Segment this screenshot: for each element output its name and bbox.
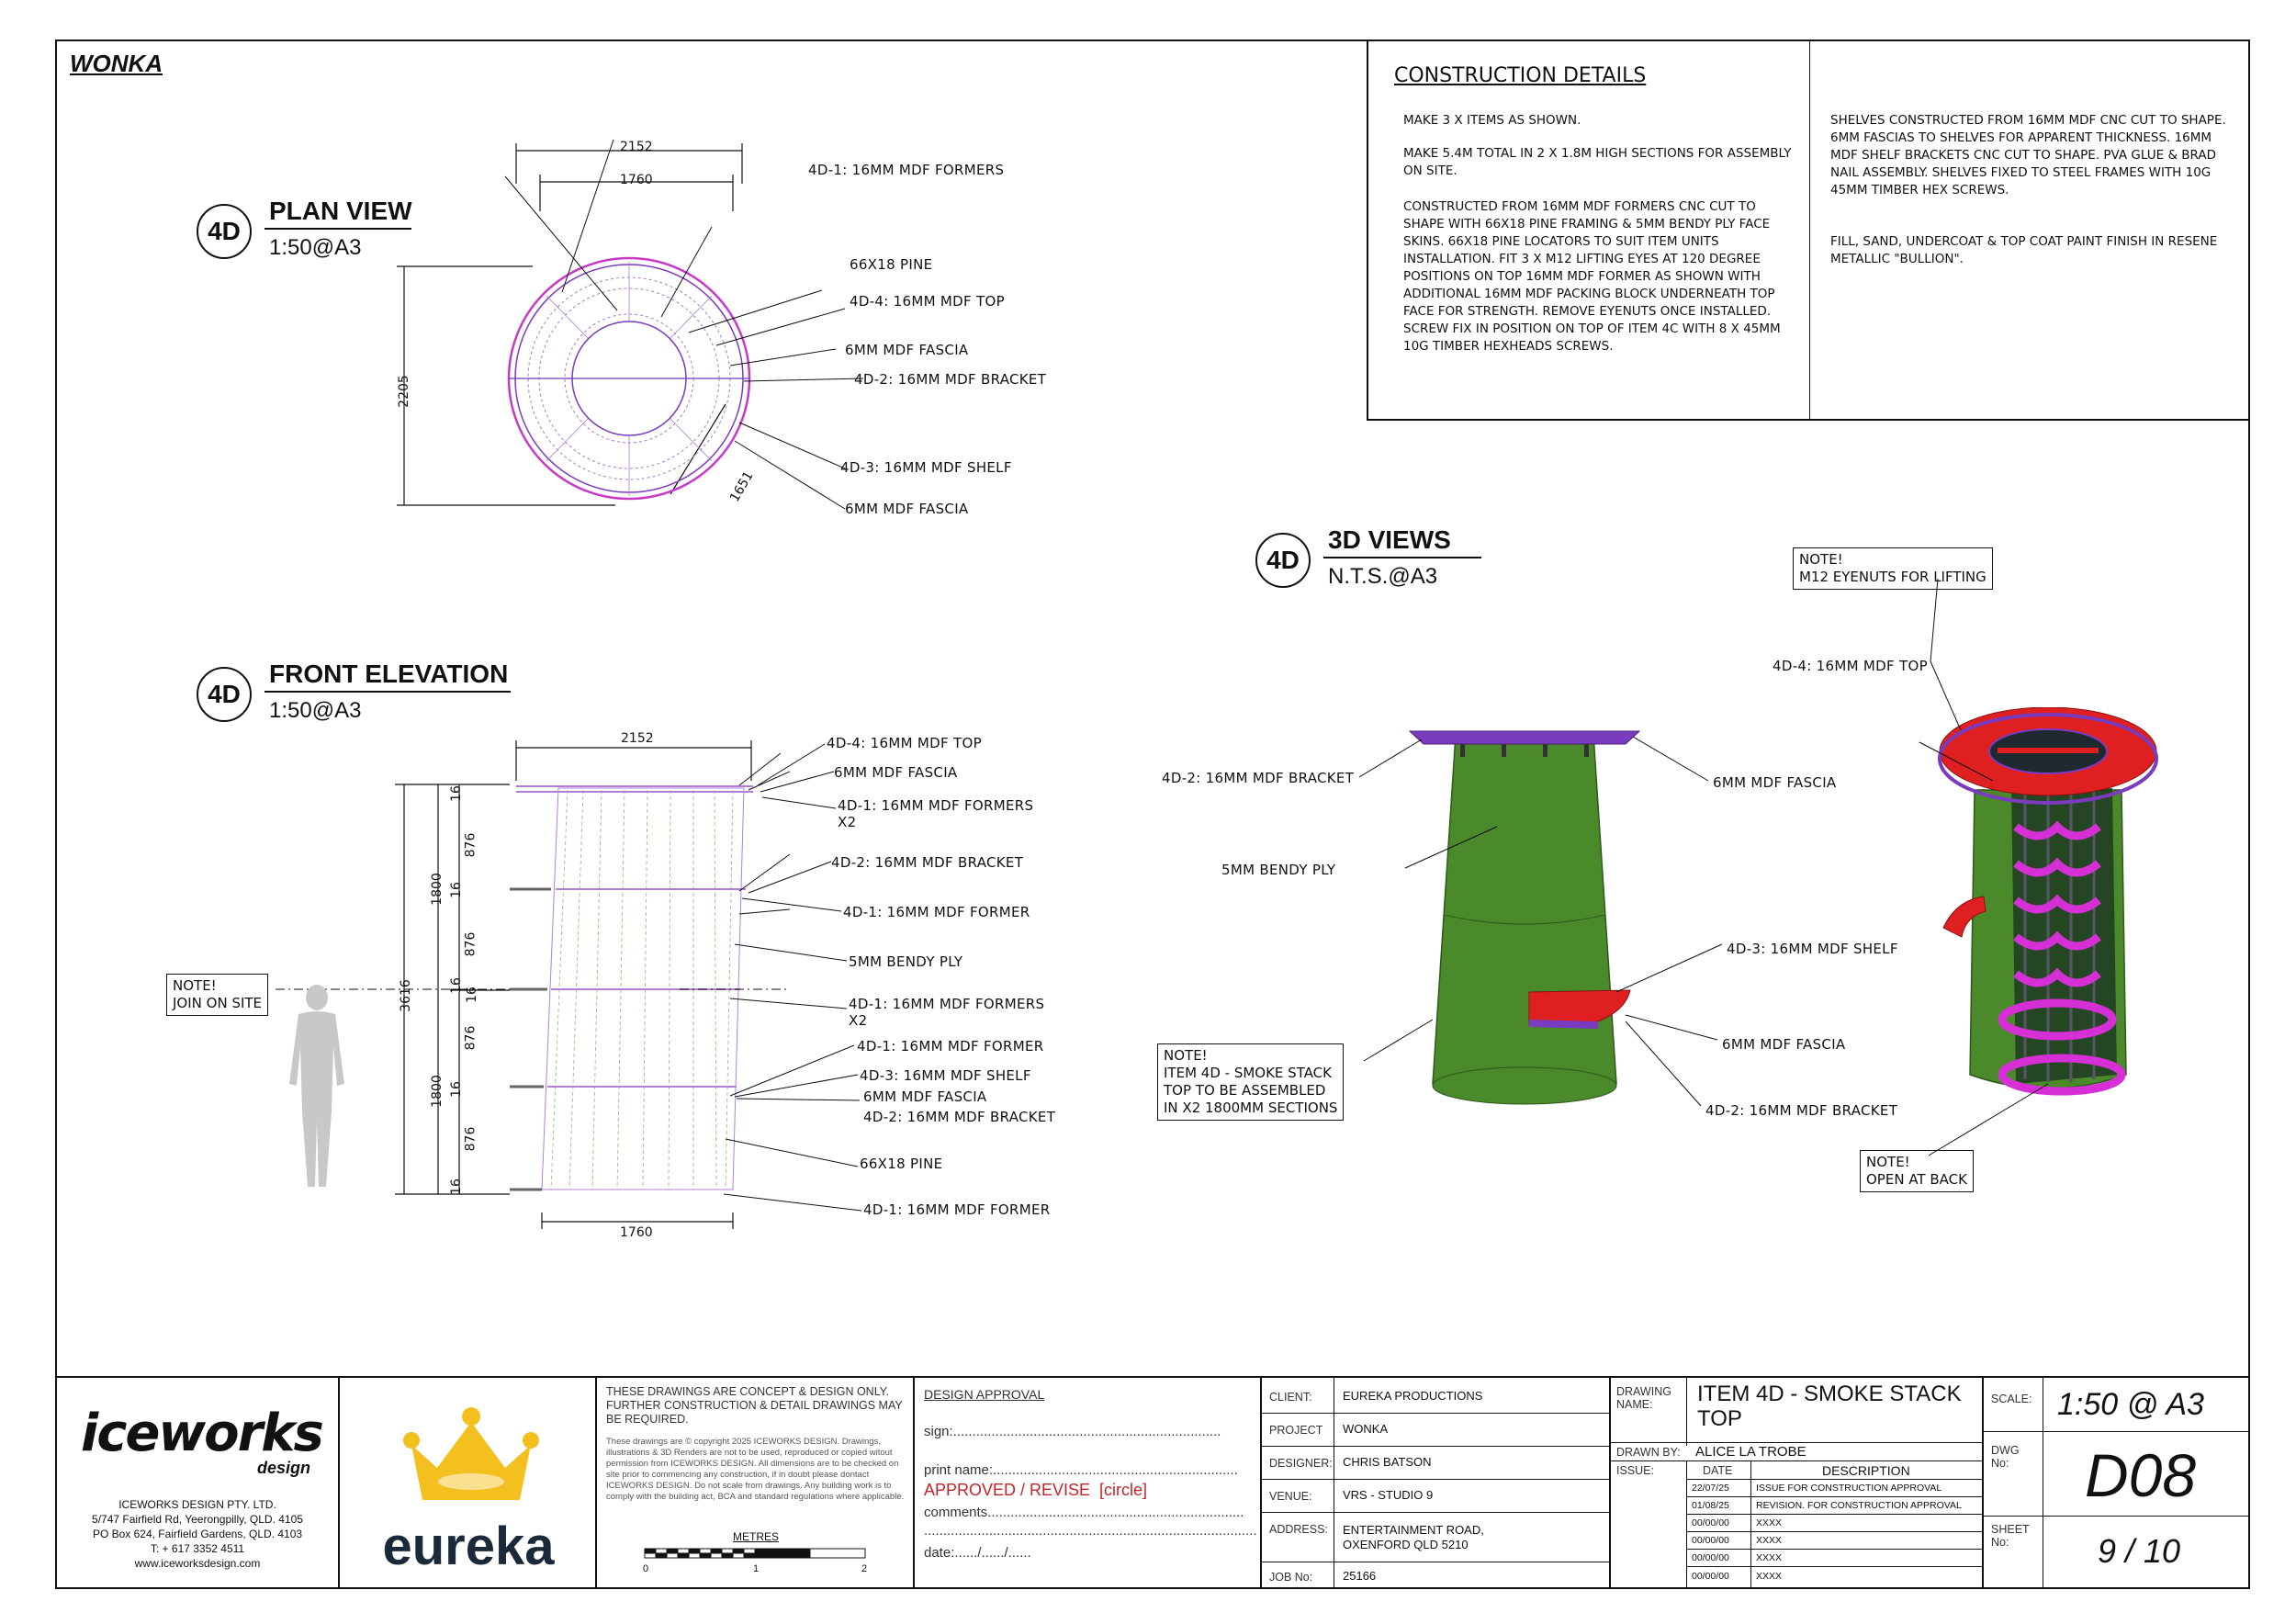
- elev-label-bracket-2: 4D-2: 16MM MDF BRACKET: [863, 1109, 1056, 1125]
- elev-label-shelf: 4D-3: 16MM MDF SHELF: [860, 1067, 1031, 1084]
- copyright-text: These drawings are © copyright 2025 ICEWORKS DESIGN. Drawings, illustrations & 3D Renders are not to be used, reproduced or copied witout permission from ICEWORKS DESIGN. All dimensions are to be checked on site prior to commencing any construction, if in doubt please dontact ICEWORKS DESIGN. Do not scale from drawings. Any building work is to comply with the building act, BCA and standard regulations where applicable.: [606, 1437, 905, 1502]
- lifting-note: NOTE! M12 EYENUTS FOR LIFTING: [1793, 547, 1993, 590]
- 3d-label-shelf: 4D-3: 16MM MDF SHELF: [1727, 941, 1898, 957]
- person-silhouette-icon: [280, 983, 354, 1190]
- elev-dim-top: 2152: [621, 731, 654, 746]
- disclaimer-cell: [597, 1378, 915, 1589]
- elevation-title: FRONT ELEVATION: [269, 660, 509, 688]
- plan-dim-diag: 1651: [726, 468, 757, 505]
- join-on-site-note: NOTE! JOIN ON SITE: [166, 974, 268, 1016]
- venue-label: VENUE:: [1269, 1490, 1312, 1503]
- approval-status[interactable]: APPROVED / REVISE [circle]: [924, 1481, 1148, 1499]
- 3d-label-top: 4D-4: 16MM MDF TOP: [1773, 658, 1928, 674]
- drawing-info-cell: [1611, 1378, 1984, 1589]
- approval-comments[interactable]: comments...................................................................: [924, 1505, 1244, 1520]
- scale-tick-0: 0: [643, 1563, 649, 1574]
- company-address: ICEWORKS DESIGN PTY. LTD. 5/747 Fairfield Rd, Yeerongpilly, QLD. 4105 PO Box 624, Fairfield Gardens, QLD. 4103 T: + 617 3352 4511 www.iceworksdesign.com: [92, 1498, 303, 1570]
- elev-dim-seg: 16: [448, 785, 464, 802]
- approval-comments-line[interactable]: .......................................................................................: [924, 1523, 1257, 1539]
- scale-bar-label: METRES: [733, 1530, 780, 1543]
- dwg-value: D08: [2085, 1441, 2197, 1509]
- scale-bar: [643, 1545, 872, 1563]
- rev-row-desc: ISSUE FOR CONSTRUCTION APPROVAL: [1756, 1483, 1942, 1494]
- approval-title: DESIGN APPROVAL: [924, 1387, 1045, 1402]
- elev-label-formers-qty: X2: [838, 814, 857, 830]
- approval-date[interactable]: date:....../....../......: [924, 1545, 1031, 1561]
- sheet-label: SHEET No:: [1991, 1523, 2030, 1549]
- scale-label: SCALE:: [1991, 1393, 2032, 1405]
- plan-dim-depth: 2205: [396, 375, 411, 408]
- rev-header-date: DATE: [1703, 1464, 1733, 1477]
- rev-row-desc: XXXX: [1756, 1571, 1783, 1582]
- elev-dim-seg: 876: [463, 1025, 478, 1051]
- scale-tick-1: 1: [753, 1563, 760, 1574]
- plan-label-shelf: 4D-3: 16MM MDF SHELF: [840, 459, 1012, 476]
- designer-label: DESIGNER:: [1269, 1457, 1333, 1470]
- elev-dim-seg: 876: [463, 832, 478, 858]
- dwg-label: DWG No:: [1991, 1444, 2020, 1470]
- eureka-logo: eureka: [382, 1517, 555, 1576]
- elevation-leaders: [716, 735, 863, 1222]
- construction-para-1: MAKE 3 X ITEMS AS SHOWN.: [1403, 113, 1581, 128]
- plan-label-fascia: 6MM MDF FASCIA: [845, 342, 969, 358]
- plan-view-badge: 4D: [197, 204, 252, 259]
- views3d-scale: N.T.S.@A3: [1328, 564, 1438, 589]
- design-approval-cell: [915, 1378, 1262, 1589]
- elev-dim-upper: 1800: [429, 873, 445, 906]
- 3d-leaders: [1130, 551, 2066, 1194]
- sheet-value: 9 / 10: [2098, 1532, 2181, 1570]
- elevation-scale: 1:50@A3: [269, 698, 362, 723]
- elev-dim-seg: 16: [448, 882, 464, 898]
- elev-dim-seg: 876: [463, 931, 478, 957]
- rev-row-desc: XXXX: [1756, 1535, 1783, 1546]
- project-fields-cell: [1262, 1378, 1611, 1589]
- rev-row-desc: XXXX: [1756, 1517, 1783, 1528]
- elev-dim-seg: 876: [463, 1126, 478, 1152]
- plan-dim-inner: 1760: [620, 173, 653, 187]
- elev-label-ply: 5MM BENDY PLY: [849, 953, 963, 970]
- client-logo-cell: [340, 1378, 597, 1589]
- rev-row-date: 00/00/00: [1692, 1571, 1729, 1582]
- rev-row-date: 00/00/00: [1692, 1552, 1729, 1563]
- assembly-note: NOTE! ITEM 4D - SMOKE STACK TOP TO BE ASSEMBLED IN X2 1800MM SECTIONS: [1157, 1043, 1344, 1121]
- rev-row-date: 00/00/00: [1692, 1535, 1729, 1546]
- approval-print-name[interactable]: print name:................................................................: [924, 1462, 1238, 1478]
- sheet-info-cell: [1984, 1378, 2250, 1589]
- crown-icon: [402, 1404, 540, 1505]
- scale-value: 1:50 @ A3: [2057, 1387, 2204, 1422]
- 3d-label-bracket: 4D-2: 16MM MDF BRACKET: [1162, 770, 1355, 786]
- designer-value: CHRIS BATSON: [1343, 1455, 1432, 1469]
- elev-label-former-3: 4D-1: 16MM MDF FORMER: [863, 1201, 1051, 1218]
- approval-sign[interactable]: sign:......................................................................: [924, 1424, 1221, 1439]
- venue-value: VRS - STUDIO 9: [1343, 1488, 1434, 1502]
- iceworks-logo-sub: design: [257, 1459, 311, 1477]
- elev-dim-seg: 16: [464, 987, 479, 1003]
- elev-dim-seg: 16: [448, 977, 464, 994]
- plan-label-fascia-2: 6MM MDF FASCIA: [845, 501, 969, 517]
- job-label: JOB No:: [1269, 1571, 1313, 1584]
- rev-header-desc: DESCRIPTION: [1822, 1463, 1910, 1478]
- drawn-by-value: ALICE LA TROBE: [1695, 1444, 1806, 1460]
- issue-label: ISSUE:: [1616, 1464, 1654, 1477]
- rev-row-desc: XXXX: [1756, 1552, 1783, 1563]
- plan-view-scale: 1:50@A3: [269, 235, 362, 260]
- elev-label-former-2: 4D-1: 16MM MDF FORMER: [857, 1038, 1044, 1054]
- construction-para-2: MAKE 5.4M TOTAL IN 2 X 1.8M HIGH SECTIONS FOR ASSEMBLY ON SITE.: [1403, 146, 1792, 178]
- plan-label-pine: 66X18 PINE: [850, 256, 933, 273]
- elev-dim-lower: 1800: [429, 1075, 445, 1108]
- elev-label-fascia: 6MM MDF FASCIA: [834, 764, 958, 781]
- project-tag: WONKA: [70, 50, 163, 77]
- elev-label-fascia-2: 6MM MDF FASCIA: [863, 1088, 987, 1105]
- drawn-by-label: DRAWN BY:: [1616, 1446, 1681, 1459]
- plan-label-bracket: 4D-2: 16MM MDF BRACKET: [854, 371, 1047, 388]
- construction-para-3: CONSTRUCTED FROM 16MM MDF FORMERS CNC CUT TO SHAPE WITH 66X18 PINE FRAMING & 5MM BENDY PLY FACE SKINS. 66X18 PINE LOCATORS TO SUIT ITEM UNITS INSTALLATION. FIT 3 X M12 LIFTING EYES AT 120 DEGREE POSITIONS ON TOP 16MM MDF FORMER AS SHOWN WITH ADDITIONAL 16MM MDF PACKING BLOCK UNDERNEATH TOP FACE FOR STRENGTH. REMOVE EYENUTS ONCE INSTALLED. SCREW FIX IN POSITION ON TOP OF ITEM 4C WITH 8 X 45MM 10G TIMBER HEXHEADS SCREWS.: [1403, 199, 1781, 354]
- iceworks-logo: iceworks: [81, 1404, 322, 1463]
- construction-para-5: FILL, SAND, UNDERCOAT & TOP COAT PAINT FINISH IN RESENE METALLIC "BULLION".: [1830, 234, 2218, 266]
- elevation-underline: [264, 691, 511, 693]
- drawing-name: ITEM 4D - SMOKE STACK TOP: [1697, 1382, 1962, 1431]
- rev-row-date: 22/07/25: [1692, 1483, 1729, 1494]
- elev-dim-total: 3616: [398, 979, 413, 1012]
- views3d-title: 3D VIEWS: [1328, 525, 1451, 554]
- construction-details-box: [1367, 40, 2250, 421]
- construction-title: CONSTRUCTION DETAILS: [1394, 64, 1647, 87]
- drawing-name-label: DRAWING NAME:: [1616, 1385, 1671, 1411]
- client-value: EUREKA PRODUCTIONS: [1343, 1389, 1483, 1403]
- elev-label-formers-2: 4D-1: 16MM MDF FORMERS: [849, 996, 1045, 1012]
- company-cell: [55, 1378, 340, 1589]
- plan-label-formers: 4D-1: 16MM MDF FORMERS: [808, 162, 1005, 178]
- plan-dim-overall: 2152: [620, 140, 653, 154]
- project-label: PROJECT: [1269, 1424, 1323, 1437]
- disclaimer-text: THESE DRAWINGS ARE CONCEPT & DESIGN ONLY. FURTHER CONSTRUCTION & DETAIL DRAWINGS MAY BE REQUIRED.: [606, 1385, 903, 1426]
- 3d-label-ply: 5MM BENDY PLY: [1221, 862, 1336, 878]
- project-value: WONKA: [1343, 1422, 1389, 1436]
- elev-dim-bottom: 1760: [620, 1225, 653, 1240]
- elev-label-formers: 4D-1: 16MM MDF FORMERS: [838, 797, 1034, 814]
- 3d-label-fascia-2: 6MM MDF FASCIA: [1722, 1036, 1846, 1053]
- elev-label-bracket: 4D-2: 16MM MDF BRACKET: [831, 854, 1024, 871]
- plan-view-drawing: [367, 129, 882, 560]
- 3d-label-fascia: 6MM MDF FASCIA: [1713, 774, 1837, 791]
- construction-divider: [1809, 40, 1810, 419]
- rev-row-desc: REVISION. FOR CONSTRUCTION APPROVAL: [1756, 1500, 1962, 1511]
- open-back-note: NOTE! OPEN AT BACK: [1860, 1150, 1974, 1192]
- scale-tick-2: 2: [861, 1563, 868, 1574]
- elev-label-former: 4D-1: 16MM MDF FORMER: [843, 904, 1030, 920]
- elev-label-pine: 66X18 PINE: [860, 1156, 943, 1172]
- rev-row-date: 00/00/00: [1692, 1517, 1729, 1528]
- plan-view-title: PLAN VIEW: [269, 197, 412, 225]
- title-block: [55, 1376, 2250, 1589]
- rev-row-date: 01/08/25: [1692, 1500, 1729, 1511]
- address-value-2: OXENFORD QLD 5210: [1343, 1538, 1469, 1551]
- job-value: 25166: [1343, 1569, 1377, 1583]
- plan-label-top: 4D-4: 16MM MDF TOP: [850, 293, 1005, 310]
- address-label: ADDRESS:: [1269, 1523, 1328, 1536]
- elev-label-formers-2-qty: X2: [849, 1012, 868, 1029]
- views3d-badge: 4D: [1255, 533, 1311, 588]
- elev-dim-seg: 16: [448, 1081, 464, 1098]
- client-label: CLIENT:: [1269, 1391, 1312, 1404]
- elev-dim-seg: 16: [448, 1179, 464, 1195]
- address-value: ENTERTAINMENT ROAD,: [1343, 1523, 1484, 1537]
- elevation-badge: 4D: [197, 667, 252, 722]
- elev-label-top: 4D-4: 16MM MDF TOP: [827, 735, 982, 751]
- construction-para-4: SHELVES CONSTRUCTED FROM 16MM MDF CNC CUT TO SHAPE. 6MM FASCIAS TO SHELVES FOR APPARENT THICKNESS. 16MM MDF SHELF BRACKETS CNC CUT TO SHAPE. PVA GLUE & BRAD NAIL ASSEMBLY. SHELVES FIXED TO STEEL FRAMES WITH 10G 45MM TIMBER HEX SCREWS.: [1830, 113, 2226, 197]
- 3d-label-bracket-2: 4D-2: 16MM MDF BRACKET: [1705, 1102, 1898, 1119]
